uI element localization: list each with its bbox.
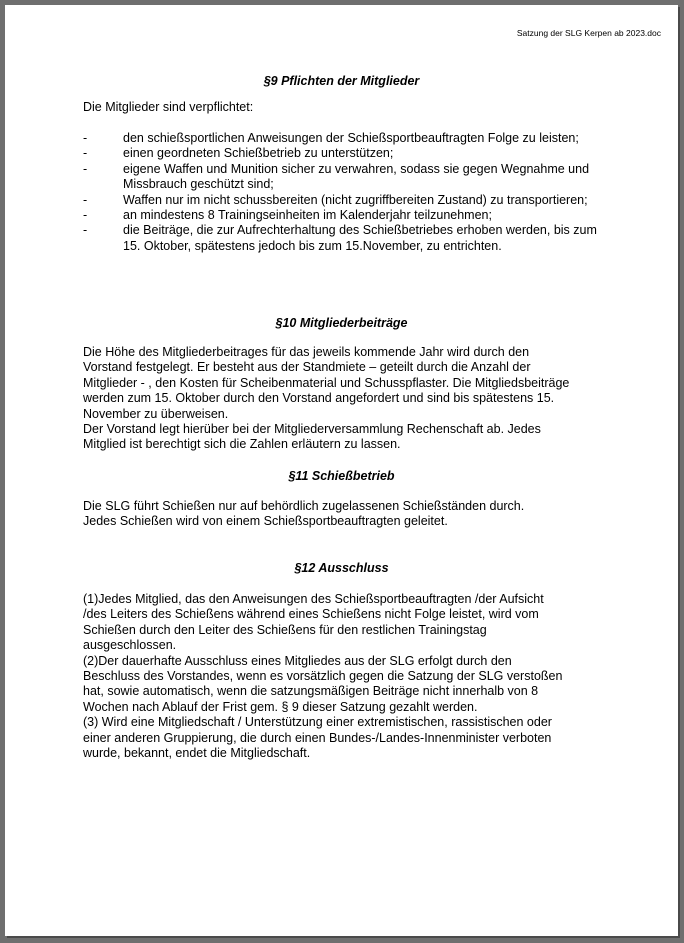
bullet-dash: -: [83, 192, 88, 207]
list-item: [83, 131, 613, 146]
section-9-intro: Die Mitglieder sind verpflichtet:: [83, 100, 254, 114]
bullet-dash: -: [83, 146, 88, 161]
text-line: einer anderen Gruppierung, die durch einen Bundes-/Landes-Innenminister verboten: [83, 730, 552, 745]
section-10-body: [83, 345, 613, 453]
text-line: ausgeschlossen.: [83, 638, 177, 653]
text-line: Mitglied ist berechtigt sich die Zahlen erläutern zu lassen.: [83, 437, 401, 452]
list-item-text: an mindestens 8 Trainingseinheiten im Kalenderjahr teilzunehmen;: [123, 208, 492, 223]
bullet-dash: -: [83, 223, 88, 238]
list-item-text: Waffen nur im nicht schussbereiten (nicht zugriffbereiten Zustand) zu transportieren;: [123, 192, 588, 207]
list-item-text: den schießsportlichen Anweisungen der Schießsportbeauftragten Folge zu leisten;: [123, 131, 579, 145]
text-line: November zu überweisen.: [83, 406, 229, 421]
list-item-text: einen geordneten Schießbetrieb zu unterstützen;: [123, 146, 394, 161]
text-line: wurde, bekannt, endet die Mitgliedschaft.: [83, 746, 311, 761]
text-line: hat, sowie automatisch, wenn die satzungsmäßigen Beiträge nicht innerhalb von 8: [83, 684, 539, 699]
bullet-dash: -: [83, 161, 88, 176]
section-10-title: §10 Mitgliederbeiträge: [275, 316, 408, 330]
text-line: (2)Der dauerhafte Ausschluss eines Mitgliedes aus der SLG erfolgt durch den: [83, 653, 512, 668]
text-line: /des Leiters des Schießens während eines Schießens nicht Folge leistet, wird vom: [83, 607, 539, 622]
document-header: Satzung der SLG Kerpen ab 2023.doc: [516, 28, 661, 38]
section-9-title: §9 Pflichten der Mitglieder: [263, 74, 420, 88]
text-line: Jedes Schießen wird von einem Schießsportbeauftragten geleitet.: [83, 514, 448, 529]
text-line: Die SLG führt Schießen nur auf behördlich zugelassenen Schießständen durch.: [83, 499, 525, 513]
list-item: [83, 193, 613, 208]
list-item: [83, 162, 613, 193]
text-line: Die Höhe des Mitgliederbeitrages für das jeweils kommende Jahr wird durch den: [83, 345, 530, 359]
text-line: Vorstand festgelegt. Er besteht aus der Standmiete – geteilt durch die Anzahl der: [83, 360, 531, 375]
list-item: [83, 223, 613, 254]
section-11-title: §11 Schießbetrieb: [288, 469, 395, 483]
text-line: Beschluss des Vorstandes, wenn es vorsätzlich gegen die Satzung der SLG verstoßen: [83, 669, 563, 684]
section-9-list: [83, 131, 613, 254]
text-line: werden zum 15. Oktober durch den Vorstand angefordert und sind bis spätestens 15.: [83, 391, 555, 406]
text-line: (3) Wird eine Mitgliedschaft / Unterstützung einer extremistischen, rassistischen oder: [83, 715, 552, 730]
section-12-body: [83, 592, 613, 761]
list-item: [83, 146, 613, 161]
text-line: (1)Jedes Mitglied, das den Anweisungen des Schießsportbeauftragten /der Aufsicht: [83, 592, 544, 606]
list-item-text: die Beiträge, die zur Aufrechterhaltung des Schießbetriebes erhoben werden, bis zum 15. Oktober, spätestens jedoch bis zum 15.November, zu entrichten.: [123, 223, 597, 253]
text-line: Mitglieder - , den Kosten für Scheibenmaterial und Schusspflaster. Die Mitgliedsbeiträge: [83, 375, 570, 390]
text-line: Wochen nach Ablauf der Frist gem. § 9 dieser Satzung gezahlt werden.: [83, 699, 478, 714]
text-line: Schießen durch den Leiter des Schießens für den restlichen Trainingstag: [83, 622, 487, 637]
bullet-dash: -: [83, 131, 88, 145]
text-line: Der Vorstand legt hierüber bei der Mitgliederversammlung Rechenschaft ab. Jedes: [83, 422, 541, 437]
section-12-title: §12 Ausschluss: [294, 561, 389, 575]
section-11-body: [83, 499, 613, 530]
list-item-text: eigene Waffen und Munition sicher zu verwahren, sodass sie gegen Wegnahme und Missbrauch geschützt sind;: [123, 161, 590, 192]
bullet-dash: -: [83, 208, 88, 223]
list-item: [83, 208, 613, 223]
document-page: [5, 5, 678, 936]
